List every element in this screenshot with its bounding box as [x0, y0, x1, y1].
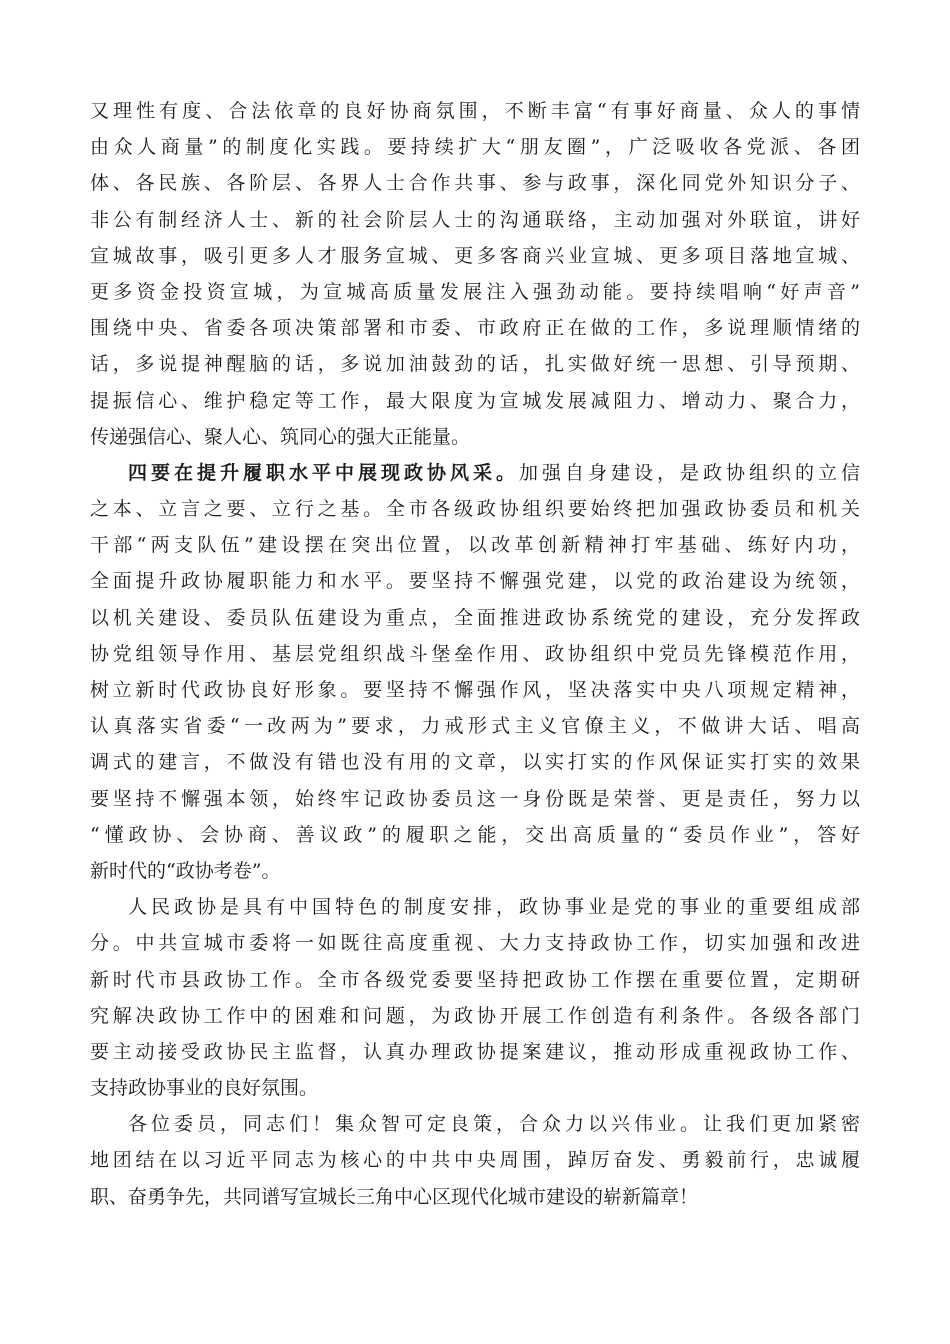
paragraph-line: 提振信心、维护稳定等工作，最大限度为宣城发展减阻力、增动力、聚合力，	[90, 389, 860, 412]
paragraph-line: 非公有制经济人士、新的社会阶层人士的沟通联络，主动加强对外联谊，讲好	[90, 208, 860, 231]
paragraph-line: 要坚持不懈强本领，始终牢记政协委员这一身份既是荣誉、更是责任，努力以	[90, 787, 860, 810]
paragraph-line: 话，多说提神醒脑的话，多说加油鼓劲的话，扎实做好统一思想、引导预期、	[90, 353, 860, 376]
paragraph-line: 树立新时代政协良好形象。要坚持不懈强作风，坚决落实中央八项规定精神，	[90, 679, 860, 701]
paragraph-line: “懂政协、会协商、善议政”的履职之能，交出高质量的“委员作业”，答好	[90, 823, 860, 846]
paragraph-line: 之本、立言之要、立行之基。全市各级政协组织要始终把加强政协委员和机关	[90, 498, 860, 521]
paragraph-first-line	[90, 455, 860, 491]
paragraph-line: 分。中共宣城市委将一如既往高度重视、大力支持政协工作，切实加强和改进	[90, 932, 860, 955]
paragraph-line: 全面提升政协履职能力和水平。要坚持不懈强党建，以党的政治建设为统领，	[90, 570, 860, 593]
paragraph-first-line: 人民政协是具有中国特色的制度安排，政协事业是党的事业的重要组成部	[128, 896, 860, 919]
paragraph-1	[90, 93, 860, 455]
paragraph-line: 职、奋勇争先，共同谱写宣城长三角中心区现代化城市建设的崭新篇章！	[90, 1185, 699, 1208]
paragraph-2	[90, 455, 860, 889]
paragraph-line: 究解决政协工作中的困难和问题，为政协开展工作创造有利条件。各级各部门	[90, 1004, 860, 1027]
paragraph-line: 支持政协事业的良好氛围。	[90, 1077, 319, 1100]
paragraph-line: 以机关建设、委员队伍建设为重点，全面推进政协系统党的建设，充分发挥政	[90, 606, 860, 629]
paragraph-line: 调式的建言，不做没有错也没有用的文章，以实打实的作风保证实打实的效果	[90, 751, 860, 774]
paragraph-line: 认真落实省委“一改两为”要求，力戒形式主义官僚主义，不做讲大话、唱高	[90, 715, 860, 738]
paragraph-line: 新时代市县政协工作。全市各级党委要坚持把政协工作摆在重要位置，定期研	[90, 968, 860, 991]
document-body	[90, 93, 860, 1215]
paragraph-line: 要主动接受政协民主监督，认真办理政协提案建议，推动形成重视政协工作、	[90, 1040, 860, 1063]
paragraph-line: 传递强信心、聚人心、筑同心的强大正能量。	[90, 425, 471, 448]
paragraph-line: 地团结在以习近平同志为核心的中共中央周围，踔厉奋发、勇毅前行，忠诚履	[90, 1149, 860, 1172]
paragraph-text: 加强自身建设，是政协组织的立信	[518, 461, 860, 484]
paragraph-line: 由众人商量”的制度化实践。要持续扩大“朋友圈”，广泛吸收各党派、各团	[90, 136, 860, 159]
paragraph-line: 协党组领导作用、基层党组织战斗堡垒作用、政协组织中党员先锋模范作用，	[90, 642, 860, 665]
paragraph-line: 新时代的“政协考卷”。	[90, 859, 281, 882]
paragraph-first-line: 各位委员，同志们！集众智可定良策，合众力以兴伟业。让我们更加紧密	[128, 1113, 860, 1136]
paragraph-line: 干部“两支队伍”建设摆在突出位置，以改革创新精神打牢基础、练好内功，	[90, 534, 860, 557]
paragraph-line: 围绕中央、省委各项决策部署和市委、市政府正在做的工作，多说理顺情绪的	[90, 317, 860, 340]
section-heading: 四要在提升履职水平中展现政协风采。	[128, 461, 519, 484]
paragraph-3	[90, 889, 860, 1106]
paragraph-line: 更多资金投资宣城，为宣城高质量发展注入强劲动能。要持续唱响“好声音”	[90, 280, 860, 303]
paragraph-line: 又理性有度、合法依章的良好协商氛围，不断丰富“有事好商量、众人的事情	[90, 100, 860, 122]
paragraph-line: 体、各民族、各阶层、各界人士合作共事、参与政事，深化同党外知识分子、	[90, 172, 860, 195]
paragraph-line: 宣城故事，吸引更多人才服务宣城、更多客商兴业宣城、更多项目落地宣城、	[90, 244, 860, 267]
paragraph-4	[90, 1106, 860, 1215]
